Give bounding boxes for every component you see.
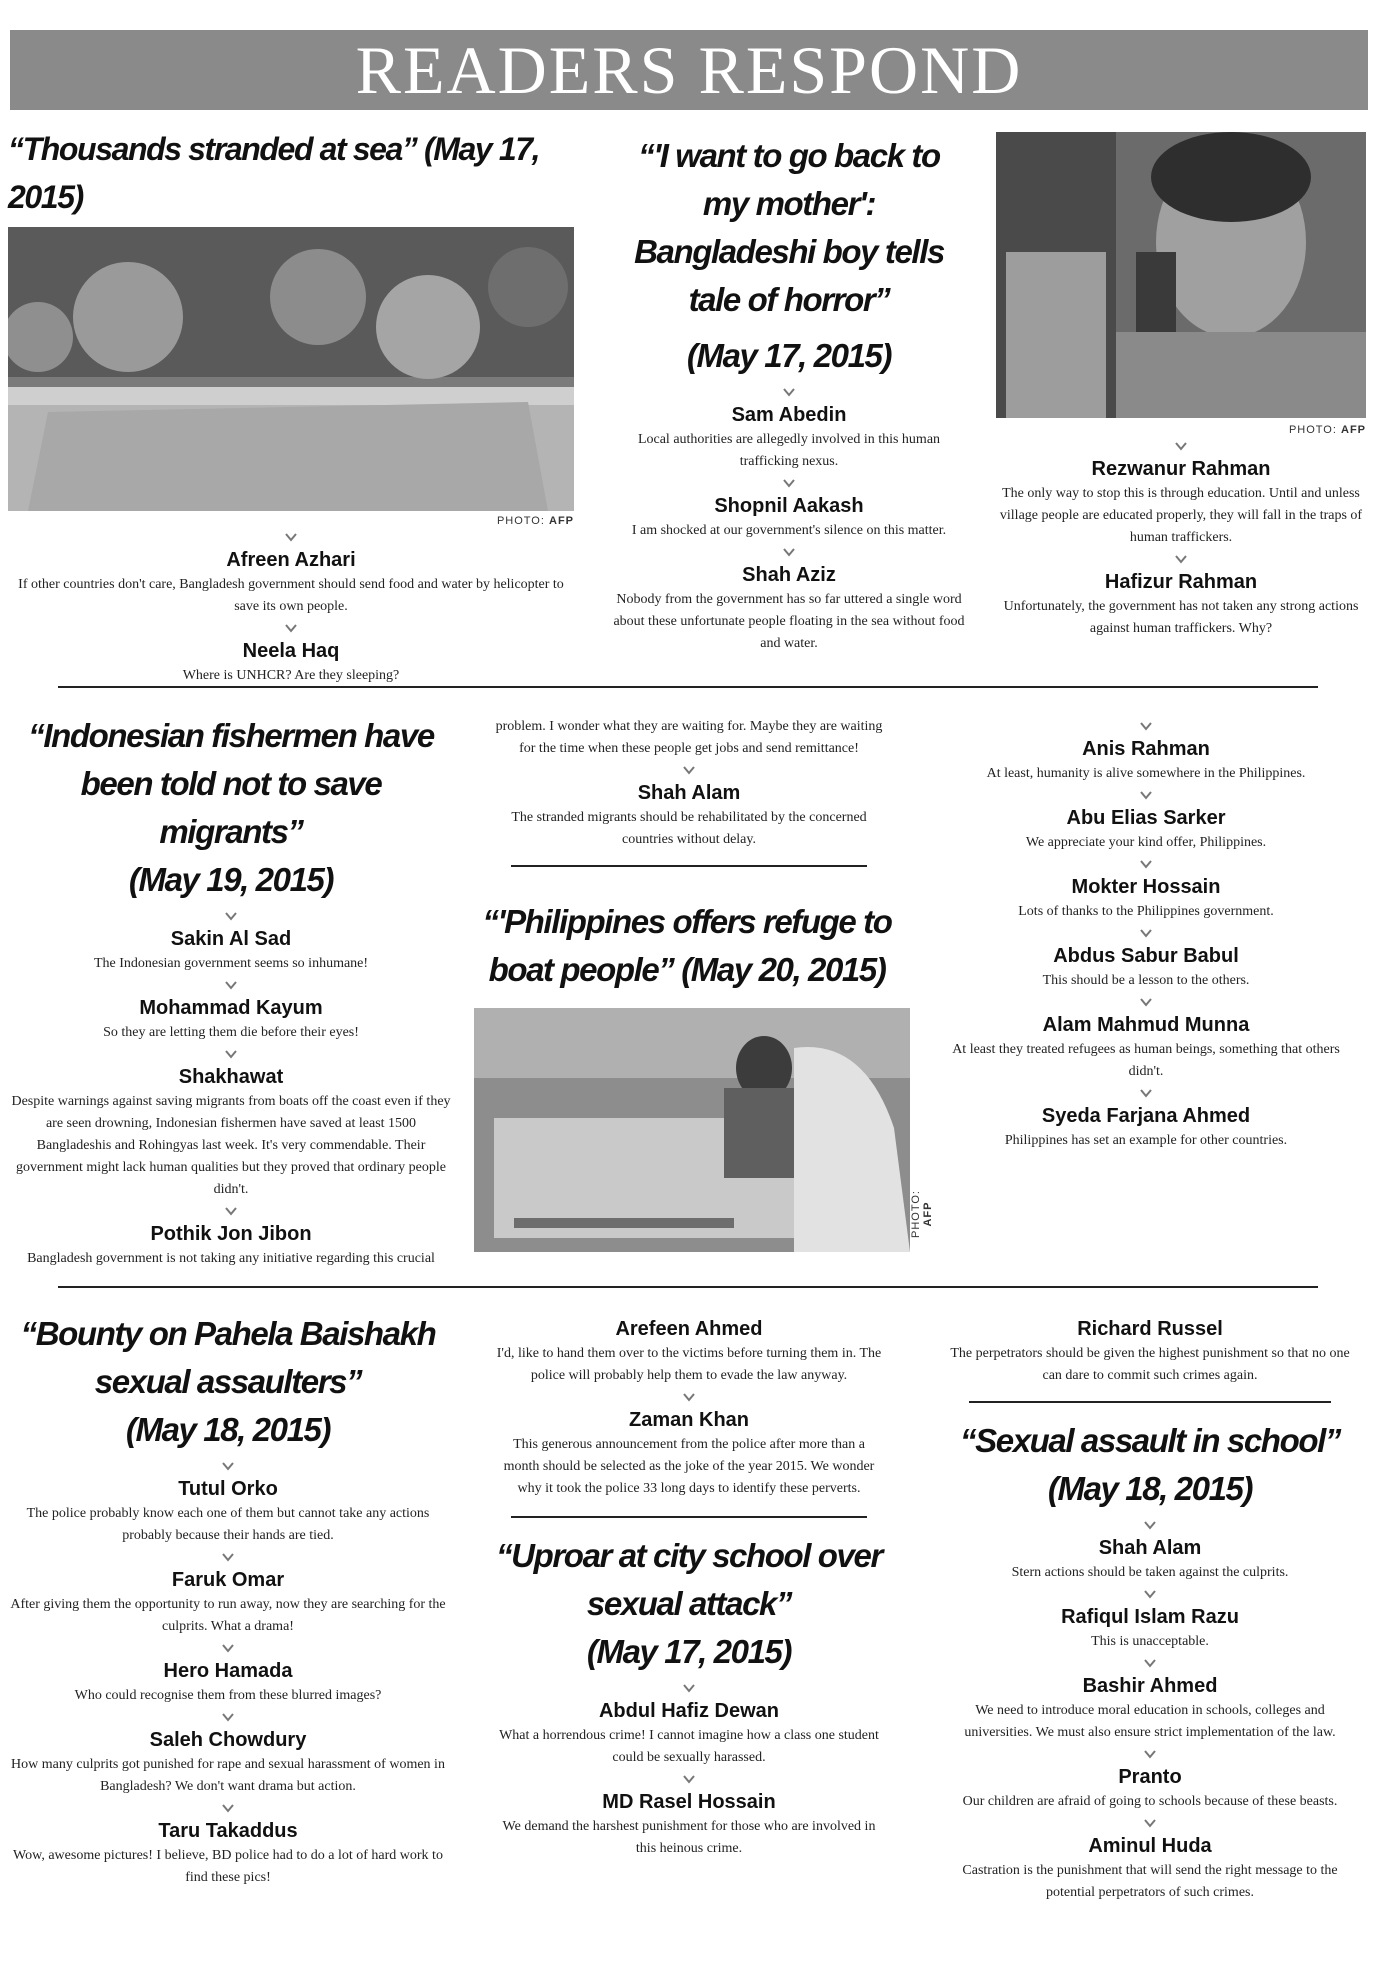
- responder-name: Neela Haq: [242, 640, 340, 662]
- responder-name: Abdus Sabur Babul: [1053, 945, 1239, 967]
- section-divider: [511, 865, 867, 867]
- chevron-down-icon: [284, 622, 298, 634]
- chevron-down-icon: [682, 1391, 696, 1403]
- chevron-down-icon: [221, 1642, 235, 1654]
- banner: [10, 30, 1368, 110]
- responder-name: Anis Rahman: [1082, 738, 1210, 760]
- photo-boy-on-phone: [996, 132, 1366, 418]
- response-text: The perpetrators should be given the highest punishment so that no one can dare to commit such crimes again.: [950, 1346, 1350, 1383]
- headline: “Bounty on Pahela Baishakh sexual assaulters” (May 18, 2015): [20, 1315, 436, 1448]
- section-philippines-refuge: [464, 898, 934, 1252]
- response-text: We demand the harshest punishment for those who are involved in this heinous crime.: [502, 1819, 876, 1856]
- chevron-down-icon: [1139, 720, 1153, 732]
- chevron-down-icon: [1139, 996, 1153, 1008]
- chevron-down-icon: [224, 910, 238, 922]
- response-text: At least they treated refugees as human beings, something that others didn't.: [952, 1042, 1340, 1079]
- responder-name: Arefeen Ahmed: [615, 1318, 763, 1340]
- response-text: I'd, like to hand them over to the victims before turning them in. The police will probably help them to evade the law anyway.: [496, 1346, 882, 1383]
- chevron-down-icon: [1139, 789, 1153, 801]
- responder-name: Rafiqul Islam Razu: [1061, 1606, 1239, 1628]
- responder-name: Faruk Omar: [171, 1569, 285, 1591]
- chevron-down-icon: [782, 546, 796, 558]
- response-text: We need to introduce moral education in schools, colleges and universities. We must also ensure strict implementation of the law.: [964, 1703, 1336, 1740]
- responder-name: Taru Takaddus: [158, 1820, 298, 1842]
- responder-name: Abdul Hafiz Dewan: [598, 1700, 779, 1722]
- responder-name: Sakin Al Sad: [170, 928, 292, 950]
- chevron-down-icon: [1143, 1748, 1157, 1760]
- response-text: Where is UNHCR? Are they sleeping?: [182, 668, 400, 683]
- section-divider: [969, 1401, 1331, 1403]
- photo-credit: PHOTO: AFP: [910, 1190, 934, 1238]
- section-divider: [58, 1286, 1318, 1288]
- responder-name: Aminul Huda: [1088, 1835, 1212, 1857]
- response-text: Bangladesh government is not taking any initiative regarding this crucial: [27, 1251, 435, 1266]
- photo-hospital-bed: [474, 1008, 910, 1252]
- response-text: Wow, awesome pictures! I believe, BD police had to do a lot of hard work to find these pics!: [13, 1848, 443, 1885]
- response-text: Unfortunately, the government has not taken any strong actions against human traffickers. Why?: [1003, 599, 1359, 636]
- responder-name: Sam Abedin: [731, 404, 847, 426]
- response-text: How many culprits got punished for rape and sexual harassment of women in Bangladesh? We don't want drama but action.: [11, 1757, 445, 1794]
- response-text: Despite warnings against saving migrants from boats off the coast even if they are seen drowning, Indonesian fishermen have saved at least 1500 Bangladeshis and Rohingyas last week. It's very commendable. Their government might lack human qualities but they proved that ordinary people didn't.: [11, 1094, 451, 1197]
- chevron-down-icon: [221, 1551, 235, 1563]
- chevron-down-icon: [782, 477, 796, 489]
- response-text: The police probably know each one of them but cannot take any actions probably because their hands are tied.: [26, 1506, 430, 1543]
- chevron-down-icon: [682, 1773, 696, 1785]
- responder-name: Syeda Farjana Ahmed: [1041, 1105, 1251, 1127]
- responder-name: Mokter Hossain: [1071, 876, 1221, 898]
- responder-name: Shakhawat: [178, 1066, 284, 1088]
- responder-name: Alam Mahmud Munna: [1042, 1014, 1250, 1036]
- response-text: The stranded migrants should be rehabilitated by the concerned countries without delay.: [511, 810, 867, 847]
- section-indonesian-fishermen: [8, 712, 454, 1272]
- response-text: So they are letting them die before their eyes!: [103, 1025, 359, 1040]
- headline: “Thousands stranded at sea” (May 17, 2015): [8, 131, 540, 215]
- response-text: Philippines has set an example for other countries.: [1004, 1133, 1288, 1148]
- response-text: We appreciate your kind offer, Philippines.: [1025, 835, 1267, 850]
- responder-name: Mohammad Kayum: [139, 997, 323, 1019]
- section-thousands-stranded: [8, 125, 574, 689]
- chevron-down-icon: [1174, 553, 1188, 565]
- photo-credit: PHOTO: AFP: [1288, 424, 1366, 436]
- responder-name: Shopnil Aakash: [714, 495, 864, 517]
- photo-stranded-children: [8, 227, 574, 511]
- chevron-down-icon: [1143, 1657, 1157, 1669]
- section-philippines-responses: [946, 716, 1346, 1154]
- responder-name: Hafizur Rahman: [1104, 571, 1258, 593]
- section-divider: [511, 1516, 867, 1518]
- section-right-bottom: [940, 1314, 1360, 1906]
- chevron-down-icon: [1143, 1588, 1157, 1600]
- responder-name: Hero Hamada: [163, 1660, 293, 1682]
- responder-name: Tutul Orko: [178, 1478, 278, 1500]
- chevron-down-icon: [1139, 1087, 1153, 1099]
- response-text: This generous announcement from the police after more than a month should be selected as the joke of the year 2015. We wonder why it took the police 33 long days to identify these perverts.: [503, 1437, 875, 1496]
- responder-name: Bashir Ahmed: [1082, 1675, 1218, 1697]
- chevron-down-icon: [221, 1711, 235, 1723]
- response-text: Nobody from the government has so far uttered a single word about these unfortunate people floating in the sea without food and water.: [613, 592, 965, 651]
- chevron-down-icon: [1139, 858, 1153, 870]
- response-text: What a horrendous crime! I cannot imagine how a class one student could be sexually harassed.: [499, 1728, 879, 1765]
- headline: “'Philippines offers refuge to boat people” (May 20, 2015): [482, 903, 892, 988]
- chevron-down-icon: [284, 531, 298, 543]
- chevron-down-icon: [224, 1205, 238, 1217]
- section-middle-bottom: [494, 1314, 884, 1862]
- response-text: Who could recognise them from these blurred images?: [74, 1688, 382, 1703]
- responder-name: Shah Aziz: [742, 564, 836, 586]
- response-text: This is unacceptable.: [1091, 1634, 1209, 1649]
- chevron-down-icon: [682, 1682, 696, 1694]
- responder-name: Pranto: [1118, 1766, 1182, 1788]
- response-text: This should be a lesson to the others.: [1042, 973, 1250, 988]
- response-text: Our children are afraid of going to schools because of these beasts.: [962, 1794, 1338, 1809]
- chevron-down-icon: [1174, 440, 1188, 452]
- response-text: If other countries don't care, Bangladesh government should send food and water by helicopter to save its own people.: [18, 577, 564, 614]
- headline-uproar: “Uproar at city school over sexual attack” (May 17, 2015): [496, 1537, 882, 1670]
- section-go-back-mother: [612, 132, 966, 657]
- chevron-down-icon: [782, 386, 796, 398]
- responder-name: Abu Elias Sarker: [1066, 807, 1226, 829]
- chevron-down-icon: [1143, 1519, 1157, 1531]
- responder-name: Saleh Chowdury: [149, 1729, 307, 1751]
- chevron-down-icon: [221, 1460, 235, 1472]
- response-text: Local authorities are allegedly involved in this human trafficking nexus.: [637, 432, 941, 469]
- chevron-down-icon: [1143, 1817, 1157, 1829]
- section-boy-photo-responses: [996, 132, 1366, 642]
- responder-name: Richard Russel: [1077, 1318, 1223, 1340]
- headline-sexual-assault: “Sexual assault in school” (May 18, 2015): [960, 1422, 1340, 1507]
- response-text: Castration is the punishment that will send the right message to the potential perpetrators of such crimes.: [962, 1863, 1338, 1900]
- responder-name: Shah Alam: [1098, 1537, 1202, 1559]
- response-text: Stern actions should be taken against the culprits.: [1011, 1565, 1289, 1580]
- responder-name: MD Rasel Hossain: [602, 1791, 776, 1813]
- headline: “Indonesian fishermen have been told not to save migrants” (May 19, 2015): [28, 717, 434, 898]
- responder-name: Shah Alam: [637, 782, 741, 804]
- responder-name: Pothik Jon Jibon: [150, 1223, 312, 1245]
- photo-credit: PHOTO: AFP: [496, 515, 574, 527]
- page-title: READERS RESPOND: [355, 32, 1023, 108]
- response-text: At least, humanity is alive somewhere in the Philippines.: [986, 766, 1306, 781]
- chevron-down-icon: [682, 764, 696, 776]
- responder-name: Zaman Khan: [628, 1409, 750, 1431]
- responder-name: Rezwanur Rahman: [1091, 458, 1271, 480]
- response-text: The Indonesian government seems so inhumane!: [93, 956, 369, 971]
- chevron-down-icon: [224, 1048, 238, 1060]
- page-edge: [1372, 0, 1391, 1979]
- section-indonesian-continued: [494, 716, 884, 881]
- response-text: After giving them the opportunity to run away, now they are searching for the culprits. What a drama!: [10, 1597, 446, 1634]
- headline: “'I want to go back to my mother': Bangladeshi boy tells tale of horror” (May 17, 2015): [634, 137, 944, 374]
- response-text-continued: problem. I wonder what they are waiting for. Maybe they are waiting for the time when these people get jobs and send remittance!: [495, 719, 883, 756]
- chevron-down-icon: [224, 979, 238, 991]
- chevron-down-icon: [1139, 927, 1153, 939]
- section-divider: [58, 686, 1318, 688]
- chevron-down-icon: [221, 1802, 235, 1814]
- responder-name: Afreen Azhari: [226, 549, 356, 571]
- response-text: I am shocked at our government's silence on this matter.: [631, 523, 947, 538]
- response-text: Lots of thanks to the Philippines government.: [1018, 904, 1274, 919]
- response-text: The only way to stop this is through education. Until and unless village people are educated properly, they will fall in the traps of human traffickers.: [999, 486, 1363, 545]
- section-pahela-baishakh: [8, 1310, 448, 1891]
